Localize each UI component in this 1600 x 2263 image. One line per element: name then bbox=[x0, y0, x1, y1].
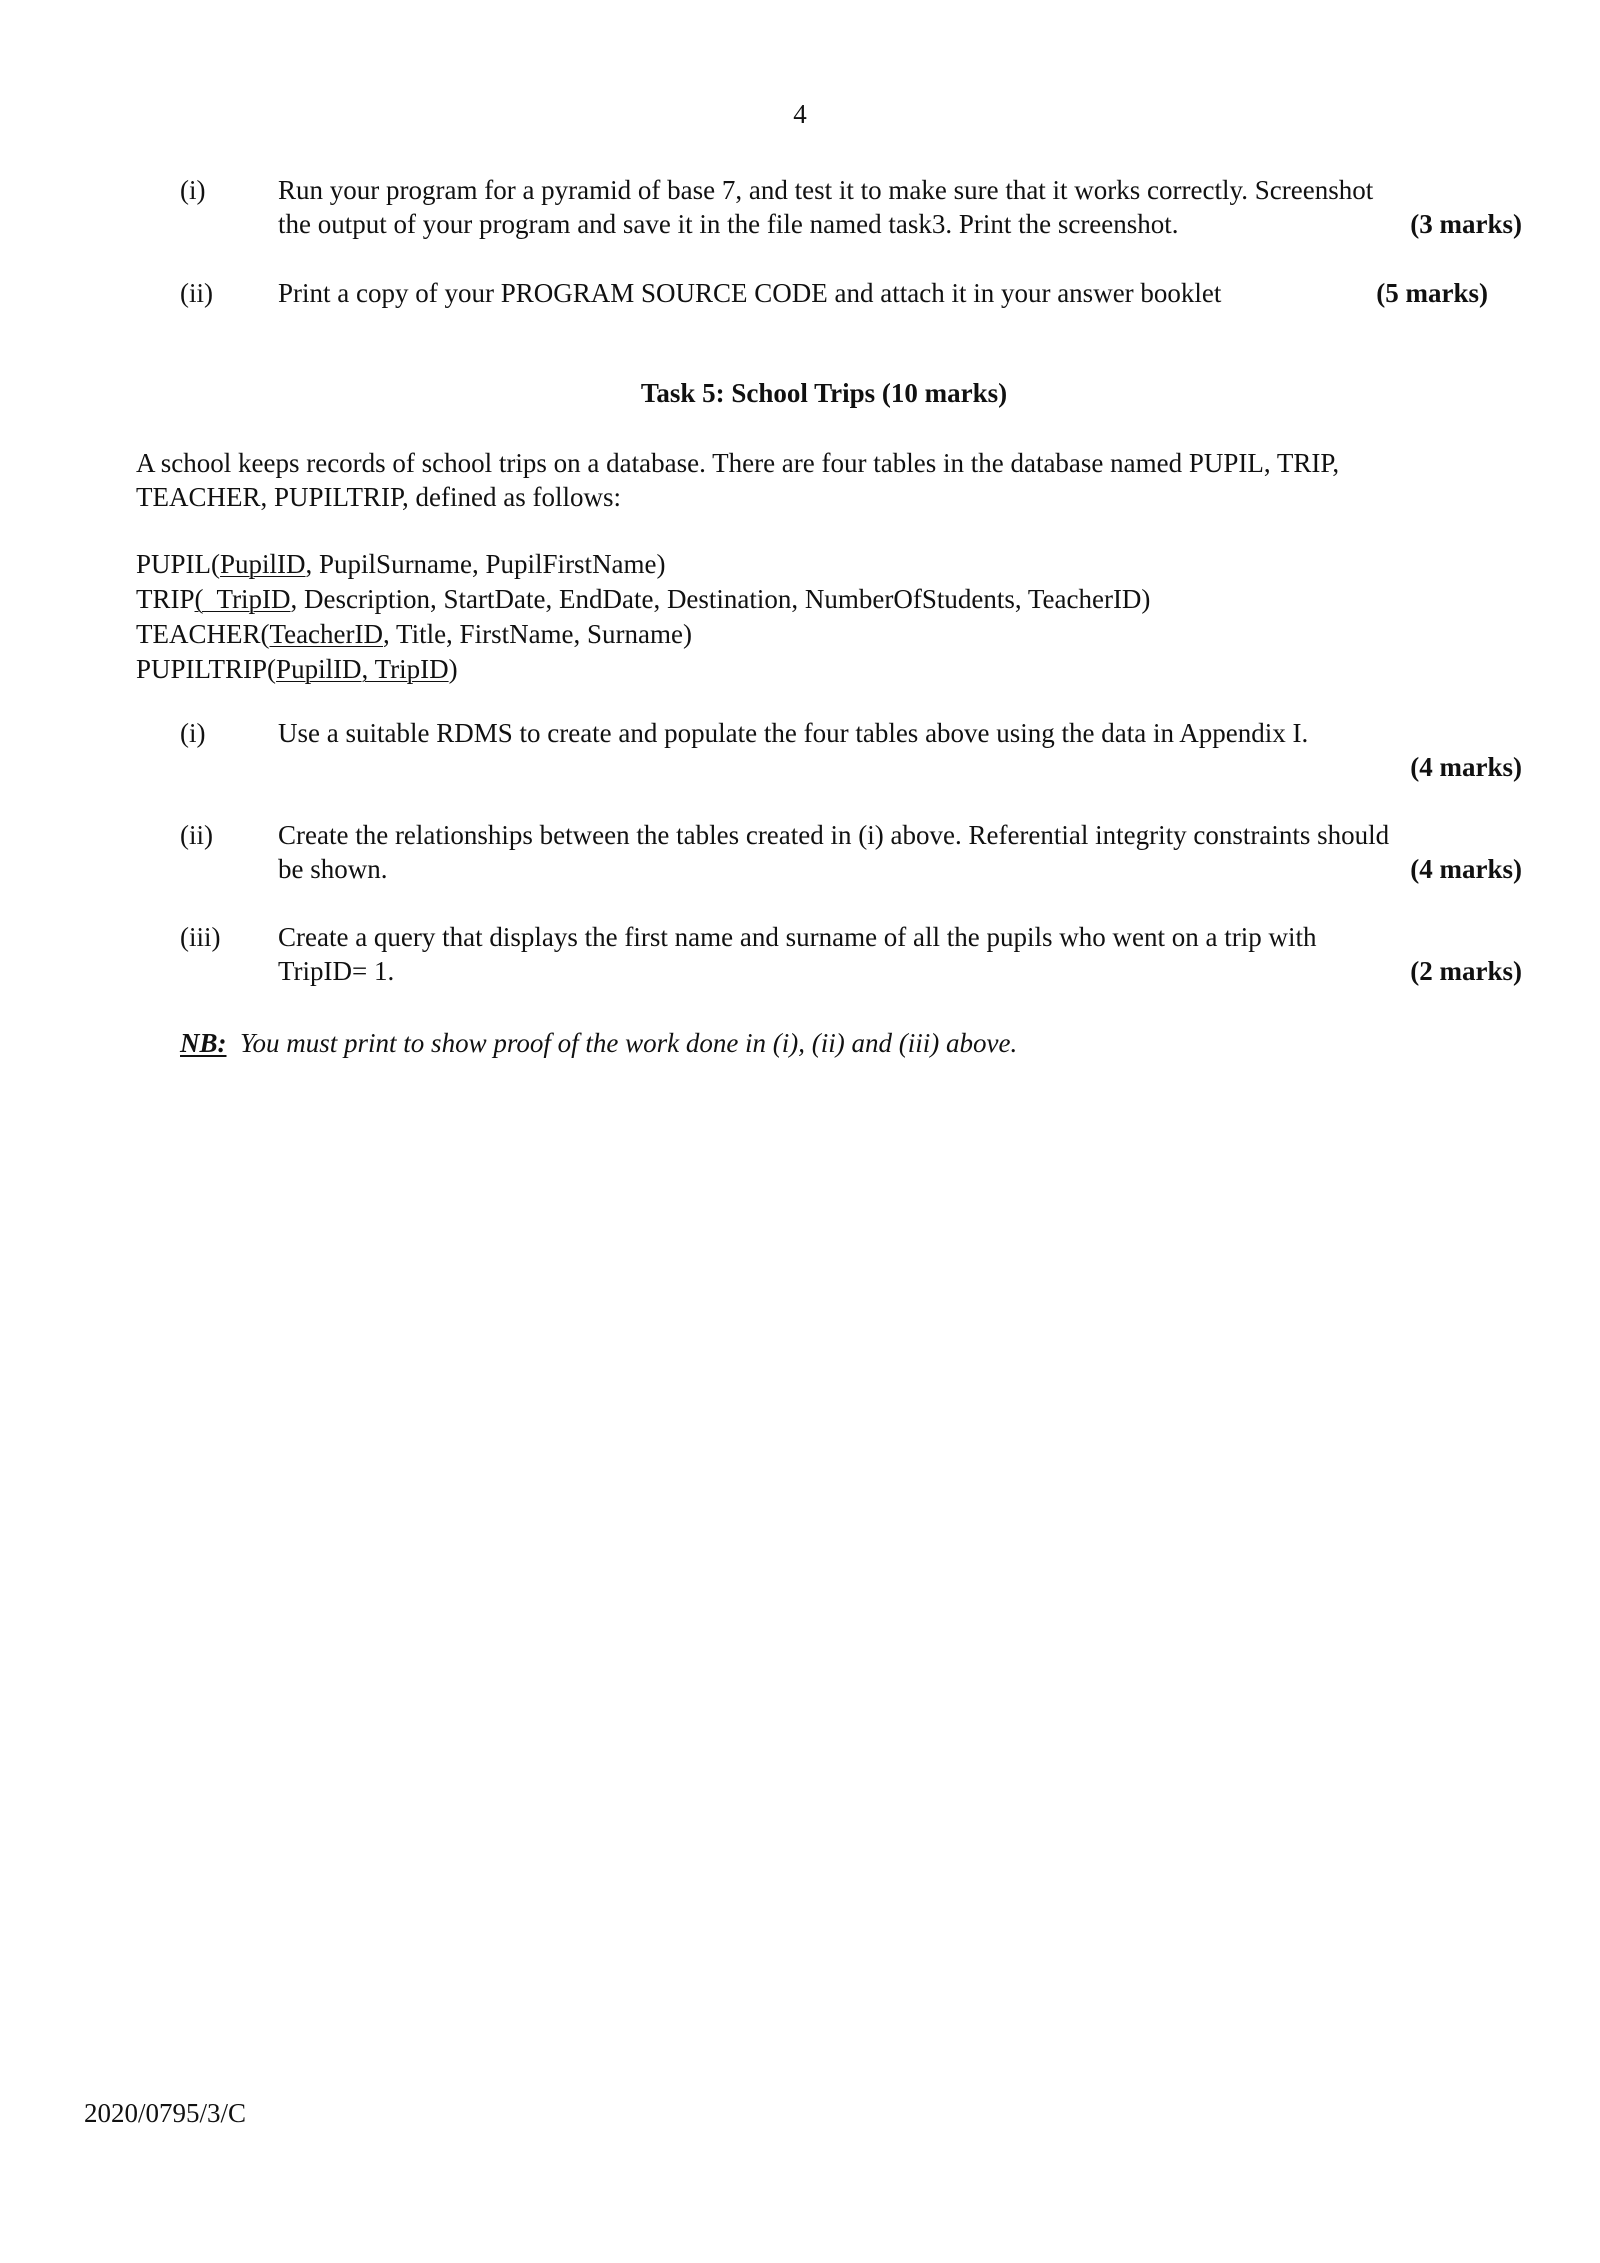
intro-line: TEACHER, PUPILTRIP, defined as follows: bbox=[136, 482, 621, 512]
schema-definitions bbox=[136, 547, 1150, 687]
nb-label: NB: bbox=[180, 1028, 227, 1058]
marks-badge: (5 marks) bbox=[1376, 278, 1488, 308]
item-line: Run your program for a pyramid of base 7, and test it to make sure that it works correctly. Screenshot bbox=[278, 175, 1374, 205]
item-line: be shown. bbox=[278, 854, 388, 884]
schema-row-pupiltrip bbox=[136, 652, 1150, 687]
table-fields: , Description, StartDate, EndDate, Destination, NumberOfStudents, TeacherID) bbox=[290, 584, 1151, 614]
table-fields: , Title, FirstName, Surname) bbox=[383, 619, 693, 649]
item-marks-row bbox=[278, 750, 1520, 784]
table-fields: ) bbox=[448, 654, 458, 684]
item-label: (ii) bbox=[180, 278, 213, 308]
question-item-ii bbox=[180, 818, 1520, 886]
question-item-prev-i bbox=[180, 173, 1520, 241]
item-body bbox=[278, 818, 1520, 886]
item-line: Use a suitable RDMS to create and populate the four tables above using the data in Appendix I. bbox=[278, 718, 1309, 748]
primary-key: PupilID, TripID bbox=[276, 654, 449, 684]
nb-text: You must print to show proof of the work done in (i), (ii) and (iii) above. bbox=[240, 1028, 1018, 1058]
item-line: TripID= 1. bbox=[278, 956, 395, 986]
page-number: 4 bbox=[793, 99, 807, 129]
question-item-prev-ii bbox=[180, 276, 1520, 310]
item-body bbox=[278, 716, 1520, 784]
table-name: TEACHER( bbox=[136, 619, 270, 649]
primary-key: TeacherID bbox=[269, 619, 384, 649]
table-fields: , PupilSurname, PupilFirstName) bbox=[305, 549, 666, 579]
nb-note bbox=[180, 1026, 1017, 1060]
item-line: the output of your program and save it in the file named task3. Print the screenshot. bbox=[278, 209, 1179, 239]
item-line-with-marks bbox=[278, 954, 1520, 988]
marks-badge: (4 marks) bbox=[1410, 752, 1522, 782]
marks-badge: (3 marks) bbox=[1410, 209, 1522, 239]
question-item-iii bbox=[180, 920, 1520, 988]
table-name: PUPILTRIP( bbox=[136, 654, 277, 684]
table-name: PUPIL( bbox=[136, 549, 221, 579]
item-line: Print a copy of your PROGRAM SOURCE CODE and attach it in your answer booklet bbox=[278, 278, 1222, 308]
item-label: (iii) bbox=[180, 922, 221, 952]
footer-paper-code: 2020/0795/3/C bbox=[84, 2098, 247, 2128]
schema-row-pupil bbox=[136, 547, 1150, 582]
primary-key: PupilID bbox=[220, 549, 306, 579]
schema-row-teacher bbox=[136, 617, 1150, 652]
item-line-with-marks bbox=[278, 852, 1520, 886]
intro-line: A school keeps records of school trips on a database. There are four tables in the database named PUPIL, TRIP, bbox=[136, 448, 1340, 478]
item-label: (i) bbox=[180, 718, 206, 748]
task-heading: Task 5: School Trips (10 marks) bbox=[640, 378, 1008, 408]
item-line: Create a query that displays the first name and surname of all the pupils who went on a trip with bbox=[278, 922, 1317, 952]
item-label: (i) bbox=[180, 175, 206, 205]
item-line-with-marks bbox=[278, 207, 1520, 241]
intro-paragraph bbox=[136, 446, 1476, 514]
item-body bbox=[278, 920, 1520, 988]
item-body bbox=[278, 276, 1520, 310]
primary-key: ( TripID bbox=[194, 584, 291, 614]
schema-row-trip bbox=[136, 582, 1150, 617]
table-name: TRIP bbox=[136, 584, 195, 614]
item-line: Create the relationships between the tables created in (i) above. Referential integrity constraints should bbox=[278, 820, 1390, 850]
question-item-i bbox=[180, 716, 1520, 784]
item-body bbox=[278, 173, 1520, 241]
marks-badge: (2 marks) bbox=[1410, 956, 1522, 986]
item-label: (ii) bbox=[180, 820, 213, 850]
marks-badge: (4 marks) bbox=[1410, 854, 1522, 884]
